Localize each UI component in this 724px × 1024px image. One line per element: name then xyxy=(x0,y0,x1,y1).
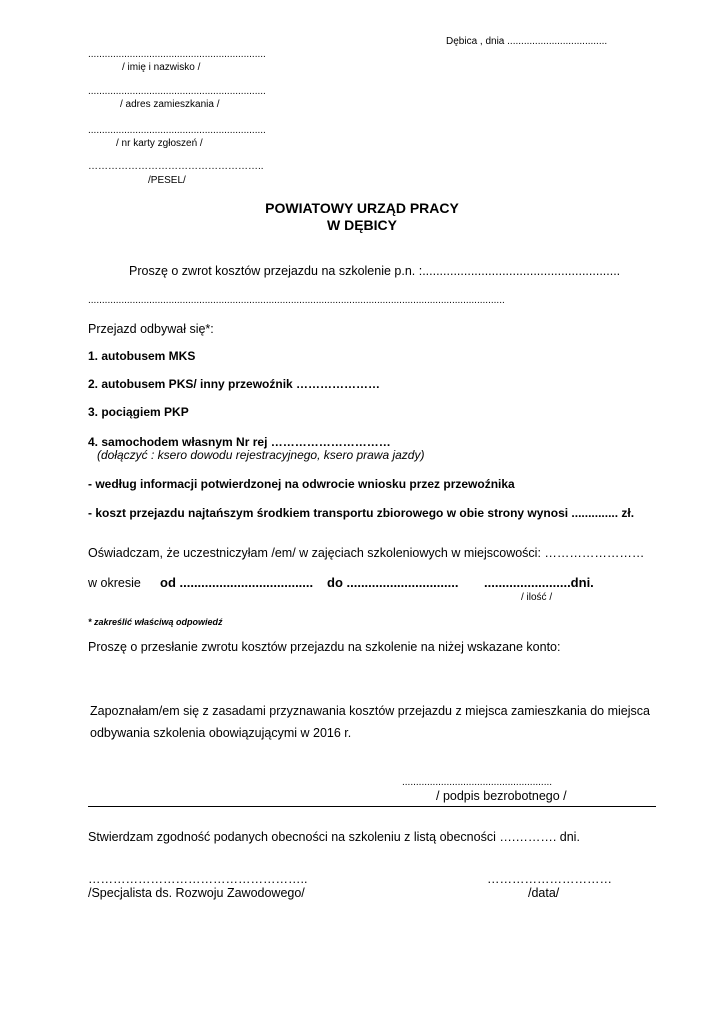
transfer-request: Proszę o przesłanie zwrotu kosztów przejazdu na szkolenie na niżej wskazane konto: xyxy=(88,640,561,654)
period-to-field[interactable]: do ............................... xyxy=(327,575,459,590)
office-title-line2: W DĘBICY xyxy=(327,217,397,233)
period-from-field[interactable]: od ..................................... xyxy=(160,575,314,590)
count-label: / ilość / xyxy=(521,592,553,603)
address-label: / adres zamieszkania / xyxy=(120,99,220,110)
name-label: / imię i nazwisko / xyxy=(122,62,201,73)
days-field[interactable]: ........................dni. xyxy=(484,575,594,590)
cost-info[interactable]: - koszt przejazdu najtańszym środkiem transportu zbiorowego w obie strony wynosi .............. zł. xyxy=(88,506,635,520)
own-car-note: (dołączyć : ksero dowodu rejestracyjnego, ksero prawa jazdy) xyxy=(97,448,425,462)
option-train[interactable]: 3. pociągiem PKP xyxy=(88,405,189,419)
option-pks-bus[interactable]: 2. autobusem PKS/ inny przewoźnik ………………… xyxy=(88,377,381,391)
specialist-signature-field[interactable]: …………………………………………….. xyxy=(88,872,308,886)
pesel-label: /PESEL/ xyxy=(148,175,186,186)
date-label: /data/ xyxy=(528,886,560,900)
carrier-info: - według informacji potwierdzonej na odwrocie wniosku przez przewoźnika xyxy=(88,477,515,491)
option-mks-bus[interactable]: 1. autobusem MKS xyxy=(88,349,196,363)
acknowledgement-line2: odbywania szkolenia obowiązującymi w 2016 r. xyxy=(90,726,352,740)
declaration-line[interactable]: Oświadczam, że uczestniczyłam /em/ w zajęciach szkoleniowych w miejscowości: …………………… xyxy=(88,546,645,560)
office-title-line1: POWIATOWY URZĄD PRACY xyxy=(265,200,459,216)
signature-label: / podpis bezrobotnego / xyxy=(436,789,567,803)
card-number-field[interactable]: ................................................................ xyxy=(88,125,266,136)
travel-intro: Przejazd odbywał się*: xyxy=(88,322,214,336)
footnote: * zakreślić właściwą odpowiedź xyxy=(88,617,223,627)
place-date-field[interactable]: Dębica , dnia .................................... xyxy=(446,36,608,47)
name-field[interactable]: ................................................................ xyxy=(88,49,266,60)
pesel-field[interactable]: …………………………………………….. xyxy=(88,161,264,172)
address-field[interactable]: ................................................................ xyxy=(88,86,266,97)
course-name-continuation-field[interactable]: ...................................................................................................................................................... xyxy=(88,295,505,306)
course-name-field[interactable]: Proszę o zwrot kosztów przejazdu na szkolenie p.n. :......................................................... xyxy=(129,264,621,278)
attendance-confirmation[interactable]: Stwierdzam zgodność podanych obecności na szkoleniu z listą obecności ….………. dni. xyxy=(88,830,580,844)
option-own-car[interactable]: 4. samochodem własnym Nr rej ………………………… xyxy=(88,435,391,449)
period-label: w okresie xyxy=(88,576,141,590)
specialist-label: /Specjalista ds. Rozwoju Zawodowego/ xyxy=(88,886,305,900)
section-divider xyxy=(88,806,656,807)
card-number-label: / nr karty zgłoszeń / xyxy=(116,138,203,149)
acknowledgement-line1: Zapoznałam/em się z zasadami przyznawania kosztów przejazdu z miejsca zamieszkania do miejsca xyxy=(90,704,650,718)
signature-field[interactable]: ...................................................... xyxy=(402,777,553,788)
date-field[interactable]: ………………………… xyxy=(487,872,612,886)
